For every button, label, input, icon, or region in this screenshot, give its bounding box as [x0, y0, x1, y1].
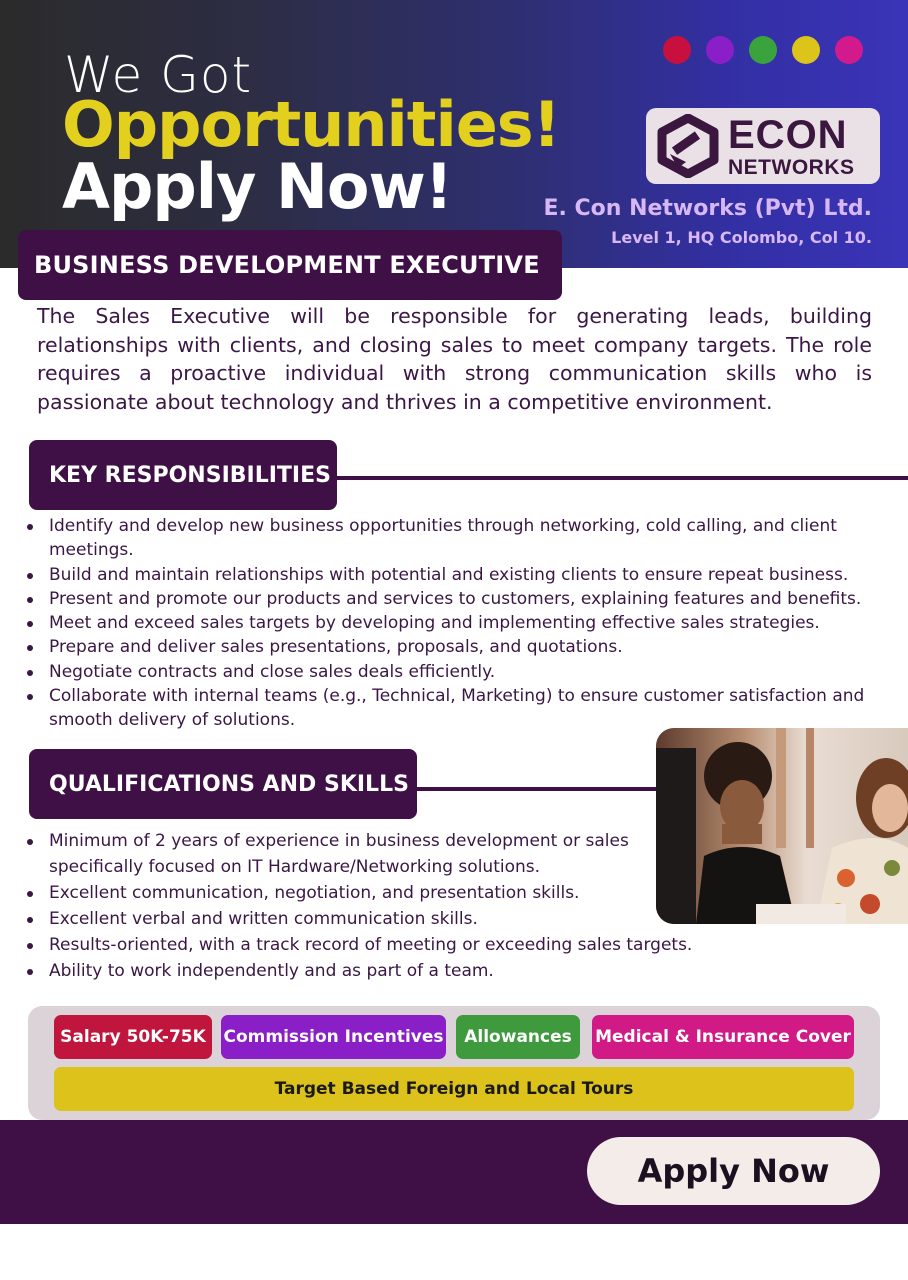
company-logo — [646, 108, 880, 184]
benefit-badge-medical: Medical & Insurance Cover — [592, 1015, 854, 1059]
benefit-badge-salary: Salary 50K-75K — [54, 1015, 212, 1059]
hero-headline-opportunities: Opportunities! — [62, 88, 560, 161]
list-item: Meet and exceed sales targets by developing and implementing effective sales strategies. — [23, 611, 903, 635]
qualifications-heading: QUALIFICATIONS AND SKILLS — [29, 749, 417, 819]
section-divider — [330, 476, 908, 480]
benefit-badge-commission: Commission Incentives — [221, 1015, 446, 1059]
job-description: The Sales Executive will be responsible for generating leads, building relationships with clients, and closing sales to meet company targets. The role requires a proactive individual with strong communication skills who is passionate about technology and thrives in a competitive environment. — [37, 304, 872, 414]
list-item: Prepare and deliver sales presentations, proposals, and quotations. — [23, 635, 903, 659]
benefit-badge-allowances: Allowances — [456, 1015, 580, 1059]
responsibilities-list — [23, 514, 903, 733]
team-photo — [656, 728, 908, 924]
company-name: E. Con Networks (Pvt) Ltd. — [543, 196, 872, 221]
list-item: Excellent verbal and written communication skills. — [23, 906, 733, 932]
decorative-dots — [663, 36, 863, 64]
responsibilities-heading: KEY RESPONSIBILITIES — [29, 440, 337, 510]
hero-banner — [0, 0, 908, 268]
list-item: Identify and develop new business opportunities through networking, cold calling, and client meetings. — [23, 514, 903, 563]
list-item: Present and promote our products and services to customers, explaining features and benefits. — [23, 587, 903, 611]
dot-purple — [706, 36, 734, 64]
logo-wordmark-networks: NETWORKS — [728, 155, 855, 179]
qualifications-list — [23, 828, 733, 984]
section-divider — [410, 787, 660, 791]
benefits-panel — [28, 1006, 880, 1120]
apply-now-button[interactable]: Apply Now — [587, 1137, 880, 1205]
list-item: Build and maintain relationships with potential and existing clients to ensure repeat business. — [23, 563, 903, 587]
list-item: Ability to work independently and as part of a team. — [23, 958, 733, 984]
job-title-badge: BUSINESS DEVELOPMENT EXECUTIVE — [18, 230, 562, 300]
company-address: Level 1, HQ Colombo, Col 10. — [611, 228, 872, 247]
list-item: Excellent communication, negotiation, and presentation skills. — [23, 880, 733, 906]
dot-green — [749, 36, 777, 64]
logo-wordmark-econ: ECON — [728, 112, 848, 157]
team-photo-illustration — [656, 728, 908, 924]
hero-headline-we-got: We Got — [64, 46, 253, 104]
hero-headline-apply-now: Apply Now! — [62, 150, 453, 223]
list-item: Collaborate with internal teams (e.g., Technical, Marketing) to ensure customer satisfaction and smooth delivery of solutions. — [23, 684, 903, 733]
dot-red — [663, 36, 691, 64]
dot-yellow — [792, 36, 820, 64]
list-item: Results-oriented, with a track record of meeting or exceeding sales targets. — [23, 932, 733, 958]
benefit-badge-tours: Target Based Foreign and Local Tours — [54, 1067, 854, 1111]
list-item: Negotiate contracts and close sales deals efficiently. — [23, 660, 903, 684]
econ-logo-icon — [656, 114, 720, 178]
list-item: Minimum of 2 years of experience in business development or sales specifically focused on IT Hardware/Networking solutions. — [23, 828, 647, 880]
dot-pink — [835, 36, 863, 64]
